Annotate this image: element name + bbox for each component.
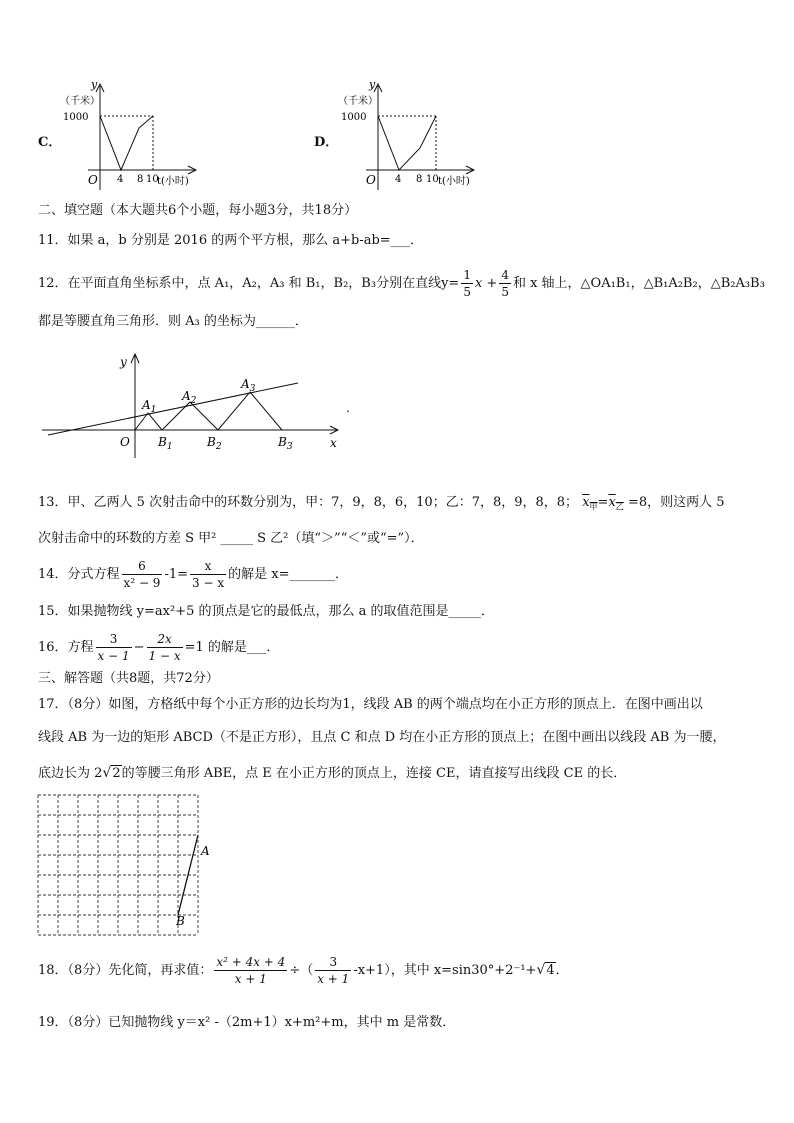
q17-line3a: 底边长为 2 xyxy=(38,766,103,781)
q18-fraction-1: $\frac{\text{x² + 4x + 4}}{x + 1}$ xyxy=(216,955,286,986)
question-17-line-3 xyxy=(38,764,626,783)
q17-sqrt: √2 xyxy=(102,765,121,781)
q16-fraction-1: $\frac{3}{x - 1}$ xyxy=(97,632,130,663)
q14-fraction-1: $\frac{6}{\text{x² − 9}}$ xyxy=(123,559,161,590)
q17-line3b: 的等腰三角形 ABE，点 E 在小正方形的顶点上，连接 CE，请直接写出线段 CE 的长． xyxy=(121,766,627,781)
graph-c-tick-4: 4 xyxy=(117,174,124,185)
question-13-line-2: 次射击命中的环数的方差 S 甲² _____ S 乙²（填“＞”“＜”或“=”）． xyxy=(38,531,424,546)
q12-points: ₁，A₂，A₃ 和 B₁，B₂，B₃ xyxy=(224,276,377,291)
q12-fraction-1: $\frac{1}{5}$ xyxy=(463,268,471,299)
q14-prefix: 14．分式方程 xyxy=(38,567,120,582)
q14-mid: -1= xyxy=(164,567,189,582)
q12-part2: 分别在直线y= xyxy=(376,276,460,291)
question-12-line-1 xyxy=(38,266,765,302)
q12-fig-y: y xyxy=(120,355,127,369)
graph-d-tick-10: 10 xyxy=(426,174,439,185)
graph-d-y-label: y xyxy=(369,78,376,91)
question-19: 19．（8分）已知抛物线 y＝x² -（2m+1）x+m²+m，其中 m 是常数． xyxy=(38,1015,456,1030)
question-14 xyxy=(38,555,348,595)
q12-fig-b3: $B_3$ xyxy=(278,435,293,452)
question-13-line-1 xyxy=(38,494,725,517)
q17-label-a: A xyxy=(201,844,210,858)
graph-c-y-unit: （千米） xyxy=(60,96,100,107)
graph-c-y-value: 1000 xyxy=(63,112,89,123)
q12-fig-b2: $B_2$ xyxy=(207,435,222,452)
q18-div: ÷（ xyxy=(289,963,314,978)
q12-fig-b1: $B_1$ xyxy=(158,435,173,452)
q18-prefix: 18．（8分）先化简，再求值： xyxy=(38,963,213,978)
graph-d-y-unit: （千米） xyxy=(338,96,378,107)
question-12-line-2: 都是等腰直角三角形．则 A₃ 的坐标为______． xyxy=(38,314,308,329)
option-c-graph xyxy=(58,78,198,193)
graph-d-origin: O xyxy=(366,173,376,187)
q14-fraction-2: $\frac{x}{3 - x}$ xyxy=(192,559,225,590)
q13-eq: = xyxy=(597,495,609,510)
q12-fig-dot: . xyxy=(346,401,350,415)
graph-c-tick-8: 8 xyxy=(137,174,144,185)
q12-part1: 12．在平面直角坐标系中，点 A xyxy=(38,276,225,291)
q16-suffix: =1 的解是___． xyxy=(184,640,280,655)
option-d-graph xyxy=(336,78,476,193)
q18-mid: -x+1），其中 x=sin30°+2⁻¹+ xyxy=(353,963,537,978)
q12-fig-x: x xyxy=(330,436,337,450)
graph-d-y-value: 1000 xyxy=(341,112,367,123)
question-15: 15．如果抛物线 y=ax²+5 的顶点是它的最低点，那么 a 的取值范围是_____． xyxy=(38,604,495,619)
q12-mid: x + xyxy=(474,276,498,291)
section-2-heading: 二、填空题（本大题共6个小题，每小题3分，共18分） xyxy=(38,203,358,218)
q16-fraction-2: $\frac{2x}{1 - x}$ xyxy=(148,632,181,663)
q12-fraction-2: $\frac{4}{5}$ xyxy=(501,268,509,299)
graph-d-tick-4: 4 xyxy=(395,174,402,185)
graph-c-x-unit: t(小时) xyxy=(157,176,189,187)
q18-fraction-2: $\frac{3}{x + 1}$ xyxy=(317,955,350,986)
q12-figure xyxy=(38,350,358,460)
q12-fig-a3: $A_3$ xyxy=(241,377,256,394)
q13-xbar-yi: $x_乙$ xyxy=(608,495,624,512)
q18-end: ． xyxy=(555,963,569,978)
graph-c-origin: O xyxy=(88,173,98,187)
q17-grid-figure xyxy=(36,793,218,937)
question-18 xyxy=(38,948,569,993)
question-16 xyxy=(38,628,279,668)
question-17-line-2: 线段 AB 为一边的矩形 ABCD（不是正方形），且点 C 和点 D 均在小正方形的顶点上；在图中画出以线段 AB 为一腰， xyxy=(38,730,726,745)
graph-d-tick-8: 8 xyxy=(416,174,423,185)
q18-sqrt: √4 xyxy=(536,962,555,978)
q12-part3: 和 x 轴上，△OA₁B₁，△B₁A₂B₂，△B₂A₃B₃ xyxy=(512,276,765,291)
q12-fig-o: O xyxy=(120,435,130,449)
question-11: 11．如果 a，b 分别是 2016 的两个平方根，那么 a+b-ab=___． xyxy=(38,233,424,248)
q13-xbar-jia: $x_甲$ xyxy=(582,495,598,512)
q12-fig-a1: $A_1$ xyxy=(142,398,157,415)
graph-c-y-label: y xyxy=(91,78,98,91)
q17-label-b: B xyxy=(176,914,185,928)
q16-minus: − xyxy=(133,640,145,655)
graph-c-tick-10: 10 xyxy=(146,174,159,185)
question-17-line-1: 17．（8分）如图，方格纸中每个小正方形的边长均为1，线段 AB 的两个端点均在小正方形的顶点上．在图中画出以 xyxy=(38,697,703,712)
option-c-label: C． xyxy=(38,135,62,150)
q13-line1b: =8，则这两人 5 xyxy=(627,495,725,510)
section-3-heading: 三、解答题（共8题，共72分） xyxy=(38,671,219,686)
q13-line1a: 13．甲、乙两人 5 次射击命中的环数分别为，甲：7，9，8，6，10；乙：7，8，9，8，8； xyxy=(38,495,579,510)
graph-d-x-unit: t(小时) xyxy=(438,176,470,187)
q14-suffix: 的解是 x=_______． xyxy=(228,567,348,582)
option-d-label: D． xyxy=(314,135,339,150)
q12-fig-a2: $A_2$ xyxy=(182,389,197,406)
q16-prefix: 16．方程 xyxy=(38,640,94,655)
